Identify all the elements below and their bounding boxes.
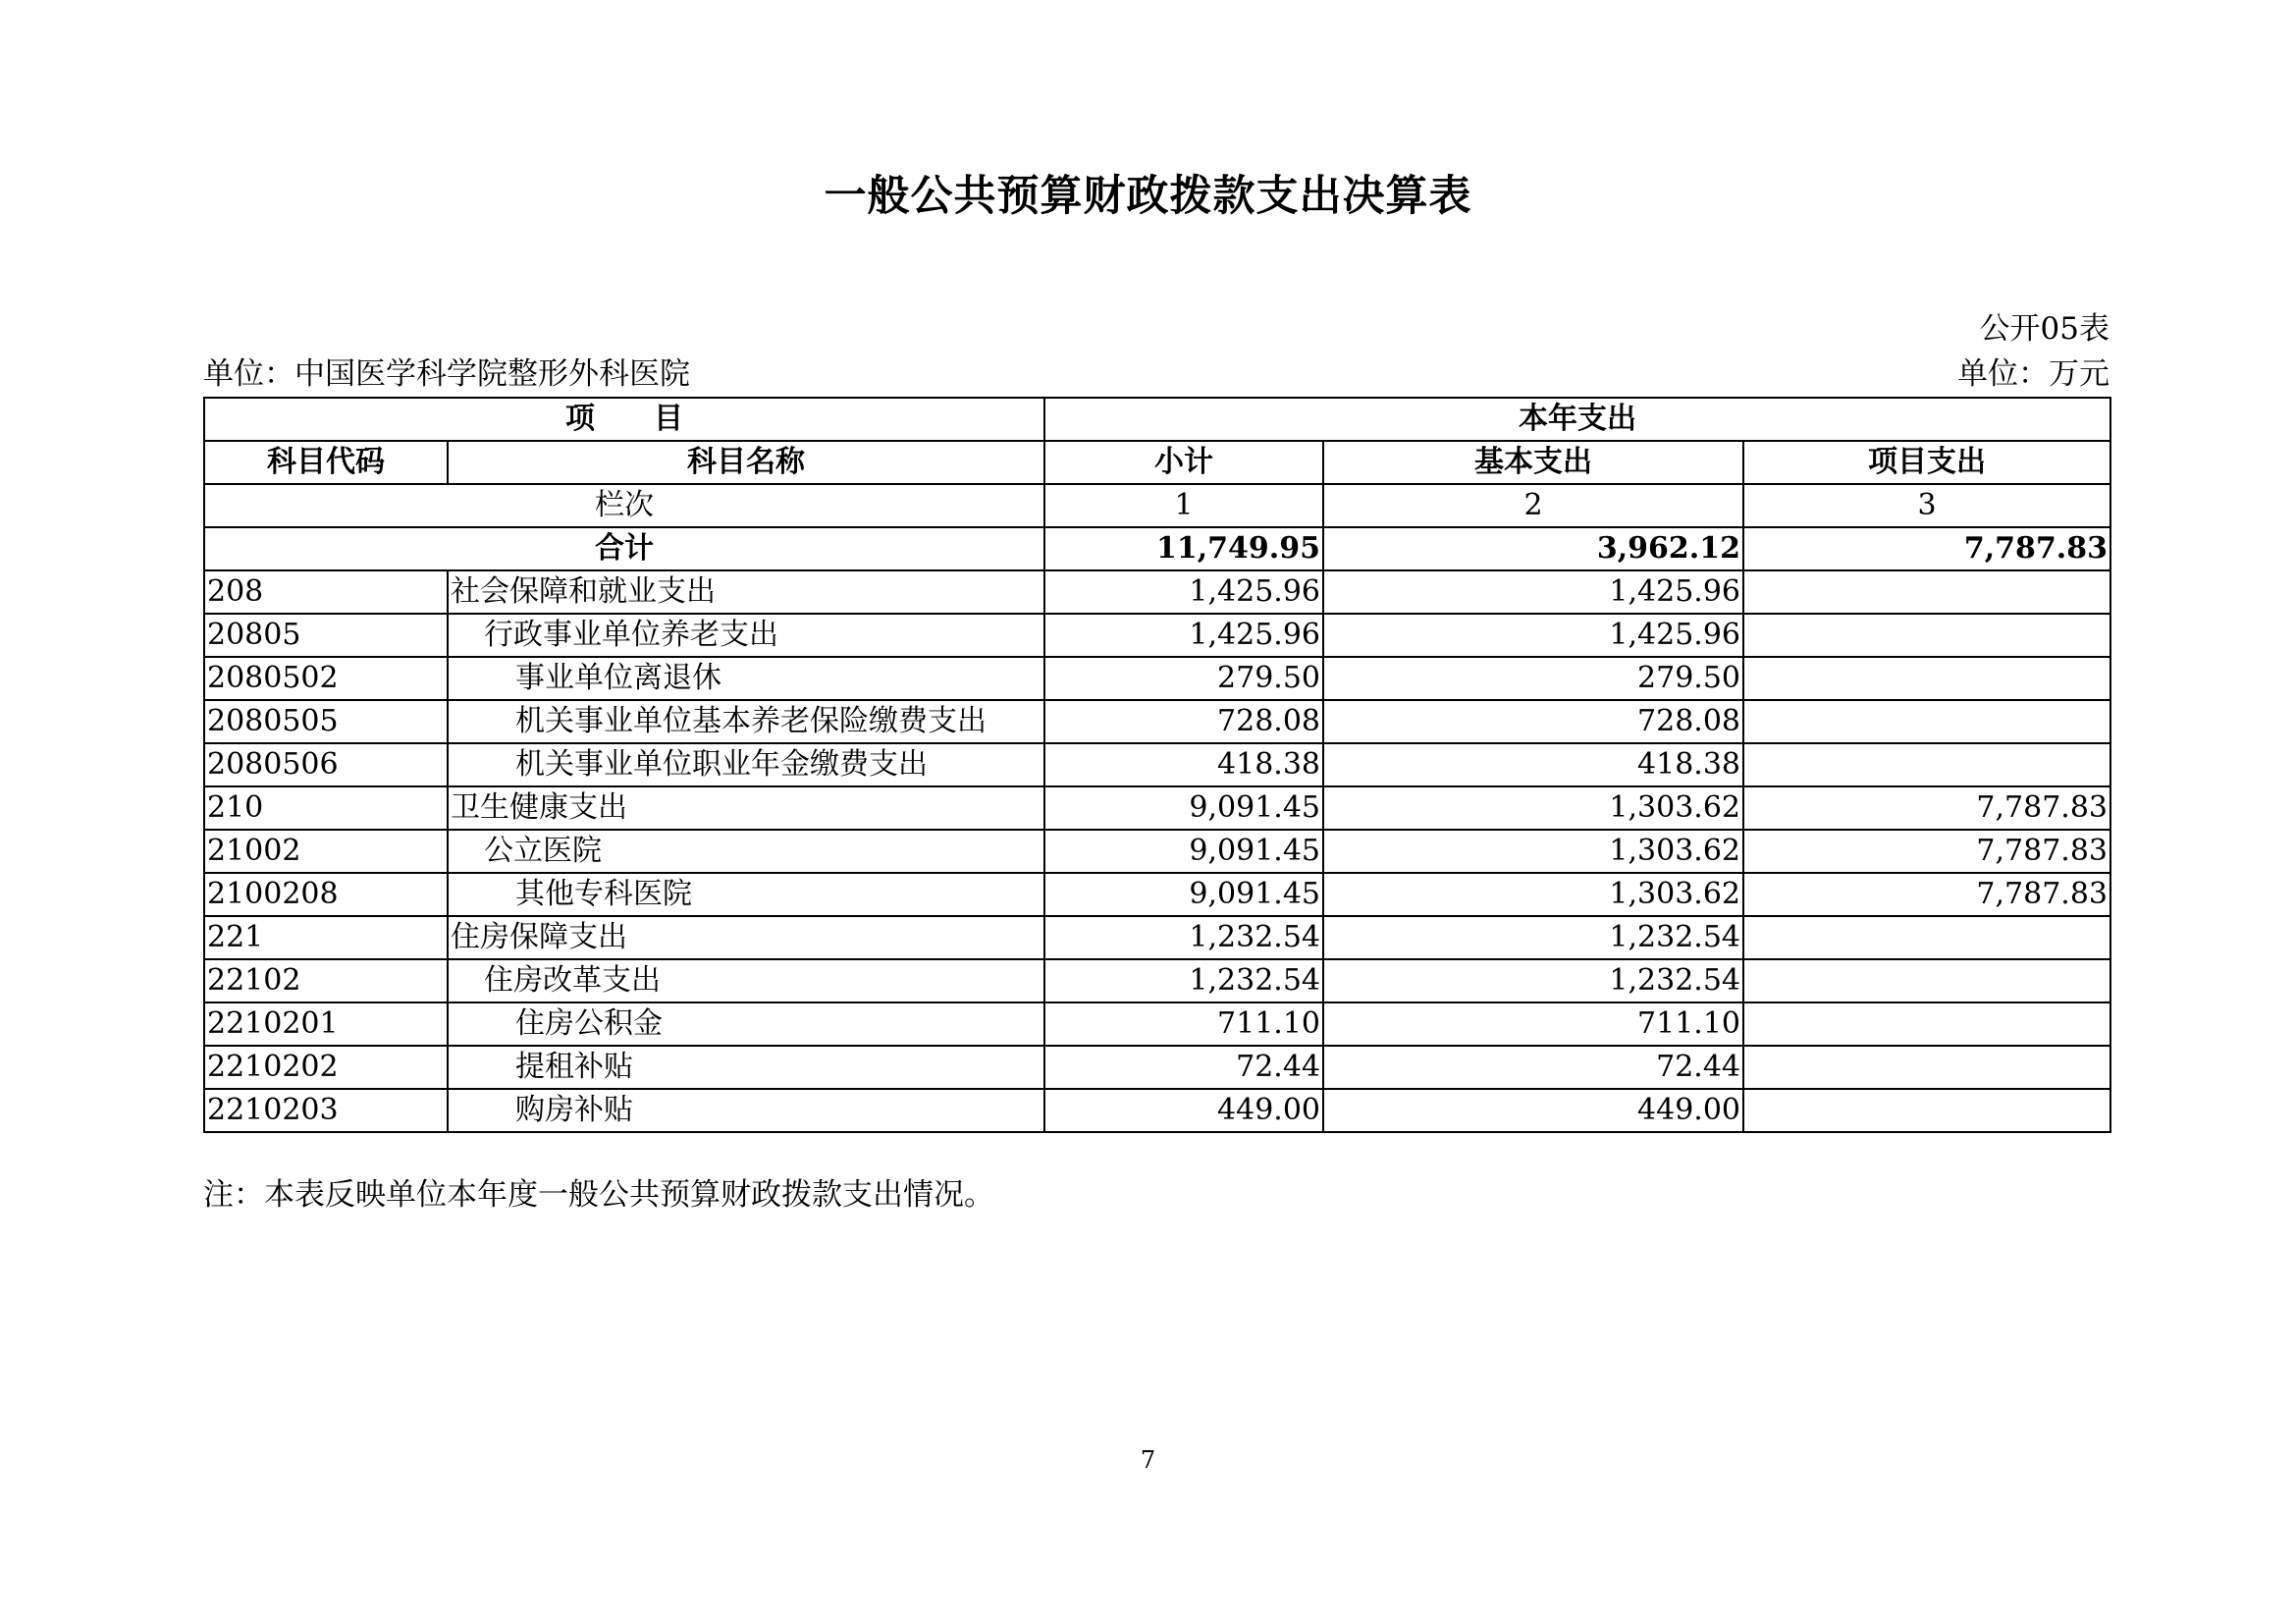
- row-basic: 1,425.96: [1323, 614, 1743, 657]
- row-code: 21002: [204, 830, 448, 873]
- row-project: 7,787.83: [1743, 830, 2110, 873]
- row-name: 住房改革支出: [448, 959, 1044, 1002]
- row-subtotal: 279.50: [1044, 657, 1323, 700]
- row-name: 购房补贴: [448, 1089, 1044, 1132]
- row-basic: 72.44: [1323, 1046, 1743, 1089]
- row-subtotal: 9,091.45: [1044, 786, 1323, 830]
- row-project: 7,787.83: [1743, 873, 2110, 916]
- header-row-1: [204, 398, 2110, 441]
- table-row: [204, 786, 2110, 830]
- table-row: [204, 959, 2110, 1002]
- row-code: 22102: [204, 959, 448, 1002]
- table-body: [204, 398, 2110, 1132]
- column-order-row: [204, 484, 2110, 527]
- row-code: 2210202: [204, 1046, 448, 1089]
- row-project: [1743, 743, 2110, 786]
- row-subtotal: 418.38: [1044, 743, 1323, 786]
- money-unit: 单位：万元: [1957, 356, 2109, 392]
- row-code: 221: [204, 916, 448, 959]
- row-project: [1743, 916, 2110, 959]
- table-row: [204, 570, 2110, 614]
- row-project: 7,787.83: [1743, 786, 2110, 830]
- row-subtotal: 9,091.45: [1044, 830, 1323, 873]
- row-project: [1743, 1002, 2110, 1046]
- row-project: [1743, 959, 2110, 1002]
- row-code: 2080505: [204, 700, 448, 743]
- row-basic: 279.50: [1323, 657, 1743, 700]
- row-basic: 728.08: [1323, 700, 1743, 743]
- row-code: 2210201: [204, 1002, 448, 1046]
- row-basic: 1,303.62: [1323, 786, 1743, 830]
- form-number: 公开05表: [1979, 311, 2109, 347]
- row-basic: 1,232.54: [1323, 916, 1743, 959]
- header-item: 项 目: [204, 398, 1044, 441]
- header-basic: 基本支出: [1323, 441, 1743, 484]
- row-subtotal: 449.00: [1044, 1089, 1323, 1132]
- page-title: 一般公共预算财政拨款支出决算表: [824, 172, 1472, 221]
- header-name: 科目名称: [448, 441, 1044, 484]
- header-current-year: 本年支出: [1044, 398, 2110, 441]
- table-row: [204, 700, 2110, 743]
- row-subtotal: 9,091.45: [1044, 873, 1323, 916]
- table-row: [204, 743, 2110, 786]
- reporting-unit: 单位：中国医学科学院整形外科医院: [203, 356, 690, 392]
- row-name: 公立医院: [448, 830, 1044, 873]
- row-name: 社会保障和就业支出: [448, 570, 1044, 614]
- table-row: [204, 916, 2110, 959]
- row-subtotal: 711.10: [1044, 1002, 1323, 1046]
- row-name: 事业单位离退休: [448, 657, 1044, 700]
- row-name: 行政事业单位养老支出: [448, 614, 1044, 657]
- expenditure-table: [203, 397, 2111, 1133]
- row-name: 住房保障支出: [448, 916, 1044, 959]
- row-basic: 449.00: [1323, 1089, 1743, 1132]
- table-note: 注：本表反映单位本年度一般公共预算财政拨款支出情况。: [203, 1177, 994, 1213]
- row-basic: 418.38: [1323, 743, 1743, 786]
- row-code: 2080506: [204, 743, 448, 786]
- row-name: 卫生健康支出: [448, 786, 1044, 830]
- header-project: 项目支出: [1743, 441, 2110, 484]
- row-code: 2100208: [204, 873, 448, 916]
- row-basic: 711.10: [1323, 1002, 1743, 1046]
- page-number: 7: [1140, 1446, 1156, 1474]
- row-subtotal: 1,232.54: [1044, 916, 1323, 959]
- table-row: [204, 614, 2110, 657]
- column-order-2: 2: [1323, 484, 1743, 527]
- row-subtotal: 1,425.96: [1044, 614, 1323, 657]
- row-project: [1743, 570, 2110, 614]
- header-row-2: [204, 441, 2110, 484]
- row-name: 机关事业单位基本养老保险缴费支出: [448, 700, 1044, 743]
- row-subtotal: 1,232.54: [1044, 959, 1323, 1002]
- row-code: 210: [204, 786, 448, 830]
- table-row: [204, 657, 2110, 700]
- row-name: 机关事业单位职业年金缴费支出: [448, 743, 1044, 786]
- column-order-1: 1: [1044, 484, 1323, 527]
- row-project: [1743, 657, 2110, 700]
- total-subtotal: 11,749.95: [1044, 527, 1323, 570]
- table-row: [204, 830, 2110, 873]
- total-project: 7,787.83: [1743, 527, 2110, 570]
- total-label: 合计: [204, 527, 1044, 570]
- table-row: [204, 1046, 2110, 1089]
- row-basic: 1,232.54: [1323, 959, 1743, 1002]
- row-subtotal: 72.44: [1044, 1046, 1323, 1089]
- row-name: 住房公积金: [448, 1002, 1044, 1046]
- row-project: [1743, 1046, 2110, 1089]
- row-basic: 1,303.62: [1323, 873, 1743, 916]
- column-order-label: 栏次: [204, 484, 1044, 527]
- table-row: [204, 873, 2110, 916]
- row-code: 2210203: [204, 1089, 448, 1132]
- row-name: 提租补贴: [448, 1046, 1044, 1089]
- row-code: 208: [204, 570, 448, 614]
- table-row: [204, 1002, 2110, 1046]
- row-project: [1743, 1089, 2110, 1132]
- column-order-3: 3: [1743, 484, 2110, 527]
- table-row: [204, 1089, 2110, 1132]
- total-row: [204, 527, 2110, 570]
- row-basic: 1,303.62: [1323, 830, 1743, 873]
- total-basic: 3,962.12: [1323, 527, 1743, 570]
- row-name: 其他专科医院: [448, 873, 1044, 916]
- row-project: [1743, 614, 2110, 657]
- row-code: 20805: [204, 614, 448, 657]
- row-basic: 1,425.96: [1323, 570, 1743, 614]
- row-subtotal: 728.08: [1044, 700, 1323, 743]
- row-subtotal: 1,425.96: [1044, 570, 1323, 614]
- row-project: [1743, 700, 2110, 743]
- header-subtotal: 小计: [1044, 441, 1323, 484]
- row-code: 2080502: [204, 657, 448, 700]
- header-code: 科目代码: [204, 441, 448, 484]
